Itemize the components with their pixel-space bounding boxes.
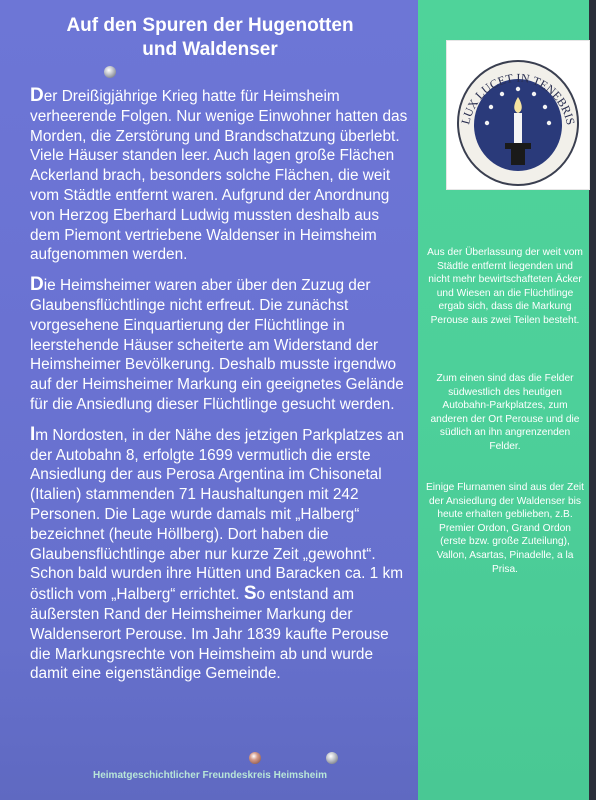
emblem bbox=[446, 40, 590, 190]
main-text bbox=[30, 86, 410, 684]
board-title bbox=[20, 14, 400, 62]
initial-letter: D bbox=[30, 274, 44, 296]
waldensian-seal-icon bbox=[447, 41, 589, 189]
side-note-1: Aus der Überlassung der weit vom Städtle entfernt liegenden und nicht mehr bewirtschafteten Äcker und Wiesen an die Flüchtlinge ergab sich, dass die Markung Perouse aus zwei Teilen besteht. bbox=[427, 247, 583, 326]
title-line-1: Auf den Spuren der Hugenotten bbox=[66, 15, 354, 36]
board-edge bbox=[589, 0, 596, 800]
seal-motto-text: LUX LUCET IN TENEBRIS bbox=[458, 70, 578, 127]
paragraph-text: m Nordosten, in der Nähe des jetzigen Parkplatzes an der Autobahn 8, erfolgte 1699 vermutlich die erste Ansiedlung der aus Perosa Argentina im Chisonetal (Italien) stammenden 71 Haushaltungen mit 242 Personen. Die Lage wurde damals mit „Halberg“ bezeichnet (heute Höllberg). Dort haben die Glaubensflüchtlinge aber nur kurze Zeit „gewohnt“. Schon bald wurden ihre Hütten und Baracken ca. 1 km östlich vom „Halberg“ errichtet. bbox=[30, 426, 405, 604]
initial-letter: S bbox=[243, 583, 257, 605]
screw-icon bbox=[326, 752, 338, 764]
initial-letter: D bbox=[30, 85, 44, 106]
paragraph bbox=[30, 425, 410, 684]
title-line-2: und Waldenser bbox=[142, 39, 278, 60]
side-note-3: Einige Flurnamen sind aus der Zeit der Ansiedlung der Waldenser bis heute erhalten geblieben, z.B. Premier Ordon, Grand Ordon (erste bzw. große Zuteilung), Vallon, Asartas, Pinadelle, a la Prisa. bbox=[426, 482, 584, 575]
paragraph bbox=[30, 275, 410, 415]
screw-icon bbox=[104, 66, 116, 78]
paragraph-text: ie Heimsheimer waren aber über den Zuzug der Glaubensflüchtlinge nicht erfreut. Die zunächst vorgesehene Einquartierung der Flüchtlinge in leerstehende Häuser scheiterte am Widerstand der Heimsheimer Bevölkerung. Deshalb musste irgendwo auf der Heimsheimer Markung ein geeignetes Gelände für die Ansiedlung dieser Flüchtlinge gesucht werden. bbox=[30, 277, 404, 413]
paragraph bbox=[30, 86, 410, 265]
paragraph-text: o entstand am äußersten Rand der Heimsheimer Markung der Waldenserort Perouse. Im Jahr 1839 kaufte Perouse die Markungsrechte von Heimsheim ab und wurde damit eine eigenständige Gemeinde. bbox=[30, 586, 389, 683]
initial-letter: I bbox=[30, 423, 36, 445]
footer-credit: Heimatgeschichtlicher Freundeskreis Heimsheim bbox=[93, 770, 327, 781]
paragraph-text: er Dreißigjährige Krieg hatte für Heimsheim verheerende Folgen. Nur wenige Einwohner hatten das Morden, die Zerstörung und Brandschatzung überlebt. Viele Häuser standen leer. Auch lagen große Flächen Ackerland brach, besonders solche Flächen, die weit vom Städtle entfernt waren. Aufgrund der Anordnung von Herzog Eberhard Ludwig mussten deshalb aus dem Piemont vertriebene Waldenser in Heimsheim aufgenommen werden. bbox=[30, 88, 408, 264]
screw-icon bbox=[249, 752, 261, 764]
side-note-2: Zum einen sind das die Felder südwestlich des heutigen Autobahn-Parkplatzes, zum anderen der Ort Perouse und die südlich an ihn angrenzenden Felder. bbox=[430, 373, 580, 452]
